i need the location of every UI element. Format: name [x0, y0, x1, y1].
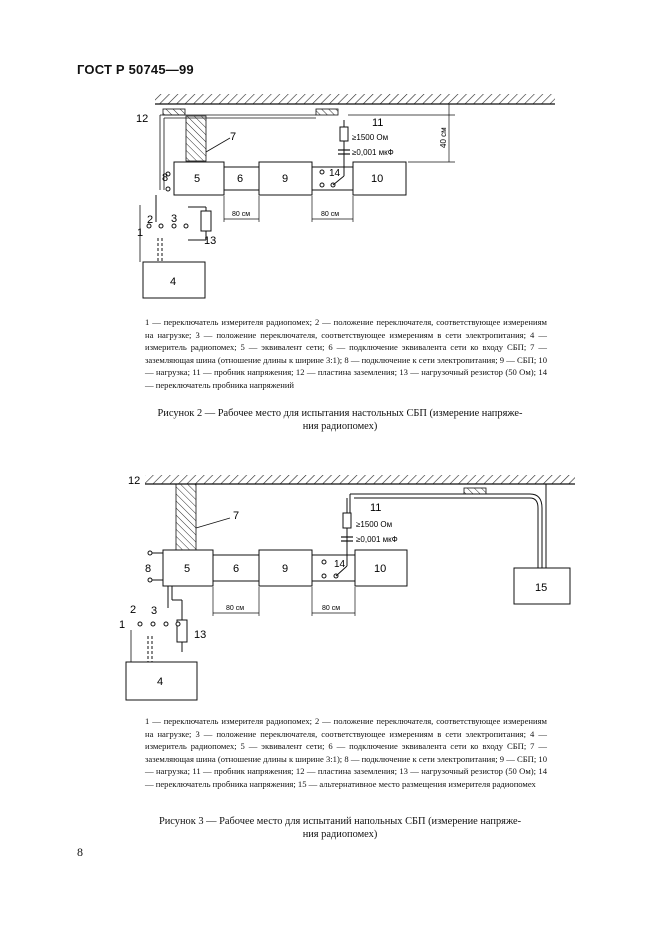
- figure-2-diagram: [100, 88, 580, 310]
- fig2-label-1: 1: [137, 227, 144, 239]
- document-header: ГОСТ Р 50745—99: [77, 62, 194, 77]
- fig2-label-9: 9: [282, 173, 289, 185]
- figure-3-caption: [100, 815, 580, 841]
- fig3-dim-2: 80 см: [322, 605, 341, 612]
- fig3-label-5: 5: [184, 563, 191, 575]
- fig3-label-11: 11: [370, 502, 382, 514]
- fig2-dim-2: 80 см: [321, 211, 340, 218]
- fig2-label-5: 5: [194, 173, 201, 185]
- fig3-dim-1: 80 см: [226, 605, 245, 612]
- fig2-label-10: 10: [371, 173, 384, 185]
- figure-3-legend: 1 — переключатель измерителя радиопомех; 2 — положение переключателя, соответствующее измерениям на нагрузке; 3 — положение переключателя, соответствующее измерениям в сети электропитания; 4 — измеритель радиопомех; 5 — эквивалент сети; 6 — подключение эквивалента сети ко входу СБП; 7 — заземляющая шина (отношение длины к ширине 3:1); 8 — подключение к сети электропитания; 9 — СБП; 10 — нагрузка; 11 — пробник напряжения; 12 — пластина заземления; 13 — нагрузочный резистор (50 Ом); 14 — переключатель пробника напряжения; 15 — альтернативное место размещения измерителя радиопомех: [145, 716, 547, 789]
- figure-2-caption-line-1: Рисунок 2 — Рабочее место для испытания настольных СБП (измерение напряже-: [157, 408, 523, 419]
- fig3-label-10: 10: [374, 563, 387, 575]
- fig2-label-7: 7: [230, 131, 237, 143]
- fig3-label-6: 6: [233, 563, 240, 575]
- fig3-label-14: 14: [334, 559, 346, 570]
- fig3-label-8: 8: [145, 563, 152, 575]
- fig3-label-13: 13: [194, 629, 207, 641]
- fig2-label-8: 8: [162, 172, 169, 184]
- fig3-label-4: 4: [157, 676, 164, 688]
- page-number: 8: [77, 845, 83, 859]
- fig2-label-2: 2: [147, 214, 154, 226]
- figure-2-caption-line-2: ния радиопомех): [302, 421, 378, 432]
- figure-3-caption-line-1: Рисунок 3 — Рабочее место для испытаний напольных СБП (измерение напряже-: [158, 816, 522, 827]
- fig2-label-11: 11: [372, 117, 384, 129]
- fig2-label-14: 14: [329, 168, 341, 179]
- fig2-label-3: 3: [171, 213, 178, 225]
- fig2-label-12: 12: [136, 113, 149, 125]
- fig3-label-1: 1: [119, 619, 126, 631]
- figure-3-diagram: [115, 470, 590, 710]
- fig2-label-4: 4: [170, 276, 177, 288]
- fig3-label-9: 9: [282, 563, 289, 575]
- fig3-label-7: 7: [233, 510, 240, 522]
- fig3-capacitor-label: ≥0,001 мкФ: [356, 535, 398, 544]
- fig3-label-2: 2: [130, 604, 137, 616]
- fig2-dim-1: 80 см: [232, 211, 251, 218]
- fig2-resistor-label: ≥1500 Ом: [352, 133, 389, 142]
- fig3-label-3: 3: [151, 605, 158, 617]
- fig3-resistor-label: ≥1500 Ом: [356, 520, 393, 529]
- fig2-label-13: 13: [204, 235, 217, 247]
- figure-2-legend: 1 — переключатель измерителя радиопомех; 2 — положение переключателя, соответствующее измерениям на нагрузке; 3 — положение переключателя, соответствующее измерениям в сети электропитания; 4 — измеритель радиопомех; 5 — эквивалент сети; 6 — подключение эквивалента сети ко входу СБП; 7 — заземляющая шина (отношение длины к ширине 3:1); 8 — подключение к сети электропитания; 9 — СБП; 10 — нагрузка; 11 — пробник напряжения; 12 — пластина заземления; 13 — нагрузочный резистор (50 Ом); 14 — переключатель пробника напряжений: [145, 317, 547, 390]
- fig3-label-12: 12: [128, 475, 141, 487]
- fig2-height-dim: 40 см: [439, 127, 448, 148]
- figure-3-caption-line-2: ния радиопомех): [302, 829, 378, 840]
- figure-2-caption: [100, 407, 580, 433]
- fig2-label-6: 6: [237, 173, 244, 185]
- fig2-capacitor-label: ≥0,001 мкФ: [352, 148, 394, 157]
- fig3-label-15: 15: [535, 582, 548, 594]
